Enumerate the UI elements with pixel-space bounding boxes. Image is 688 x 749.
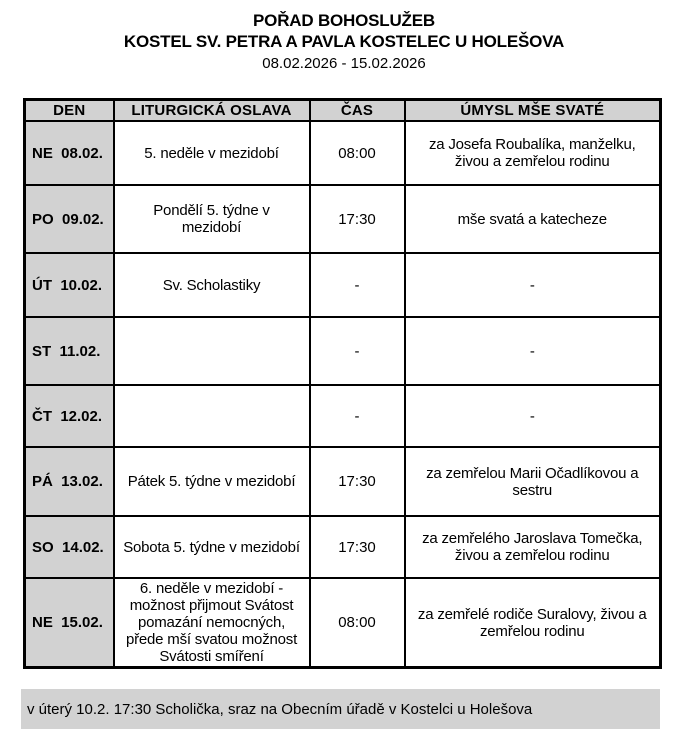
day-cell: ÚT 10.02. [25,253,114,317]
footer-note-box [21,689,660,729]
intention-cell: - [405,317,661,385]
liturgy-cell: 5. neděle v mezidobí [114,121,310,185]
table-row [25,317,661,385]
liturgy-cell: Pátek 5. týdne v mezidobí [114,447,310,516]
time-cell: 17:30 [310,447,405,516]
table-row [25,185,661,253]
column-header-cas: ČAS [310,100,405,122]
intention-cell: za Josefa Roubalíka, manželku, živou a zemřelou rodinu [405,121,661,185]
table-row [25,385,661,447]
time-cell: 08:00 [310,578,405,668]
intention-cell: mše svatá a katecheze [405,185,661,253]
day-cell: ST 11.02. [25,317,114,385]
intention-cell: - [405,385,661,447]
time-cell: 17:30 [310,516,405,578]
day-cell: NE 08.02. [25,121,114,185]
time-cell: - [310,253,405,317]
intention-cell: za zemřelého Jaroslava Tomečka, živou a zemřelou rodinu [405,516,661,578]
table-row [25,253,661,317]
day-cell: PÁ 13.02. [25,447,114,516]
day-cell: ČT 12.02. [25,385,114,447]
date-range: 08.02.2026 - 15.02.2026 [262,55,426,72]
footer-note-text: v úterý 10.2. 17:30 Scholička, sraz na Obecním úřadě v Kostelci u Holešova [27,700,533,718]
day-cell: SO 14.02. [25,516,114,578]
church-name: KOSTEL SV. PETRA A PAVLA KOSTELEC U HOLEŠOVA [123,32,565,51]
table-row [25,578,661,668]
day-cell: PO 09.02. [25,185,114,253]
intention-cell: - [405,253,661,317]
column-header-umysl: ÚMYSL MŠE SVATÉ [405,100,661,122]
column-header-den: DEN [25,100,114,122]
title-block [0,0,688,74]
column-header-oslava: LITURGICKÁ OSLAVA [114,100,310,122]
intention-cell: za zemřelé rodiče Suralovy, živou a zemřelou rodinu [405,578,661,668]
day-cell: NE 15.02. [25,578,114,668]
intention-cell: za zemřelou Marii Očadlíkovou a sestru [405,447,661,516]
liturgy-cell [114,317,310,385]
table-row [25,121,661,185]
liturgy-cell: Sobota 5. týdne v mezidobí [114,516,310,578]
time-cell: - [310,385,405,447]
time-cell: 08:00 [310,121,405,185]
table-row [25,516,661,578]
time-cell: 17:30 [310,185,405,253]
table-row [25,447,661,516]
document-title: POŘAD BOHOSLUŽEB [253,11,435,30]
liturgy-cell [114,385,310,447]
liturgy-cell: Pondělí 5. týdne v mezidobí [114,185,310,253]
liturgy-cell: Sv. Scholastiky [114,253,310,317]
schedule-table [23,98,662,669]
table-header-row [25,100,661,122]
liturgy-cell: 6. neděle v mezidobí - možnost přijmout Svátost pomazání nemocných, přede mší svatou možnost Svátosti smíření [114,578,310,668]
time-cell: - [310,317,405,385]
